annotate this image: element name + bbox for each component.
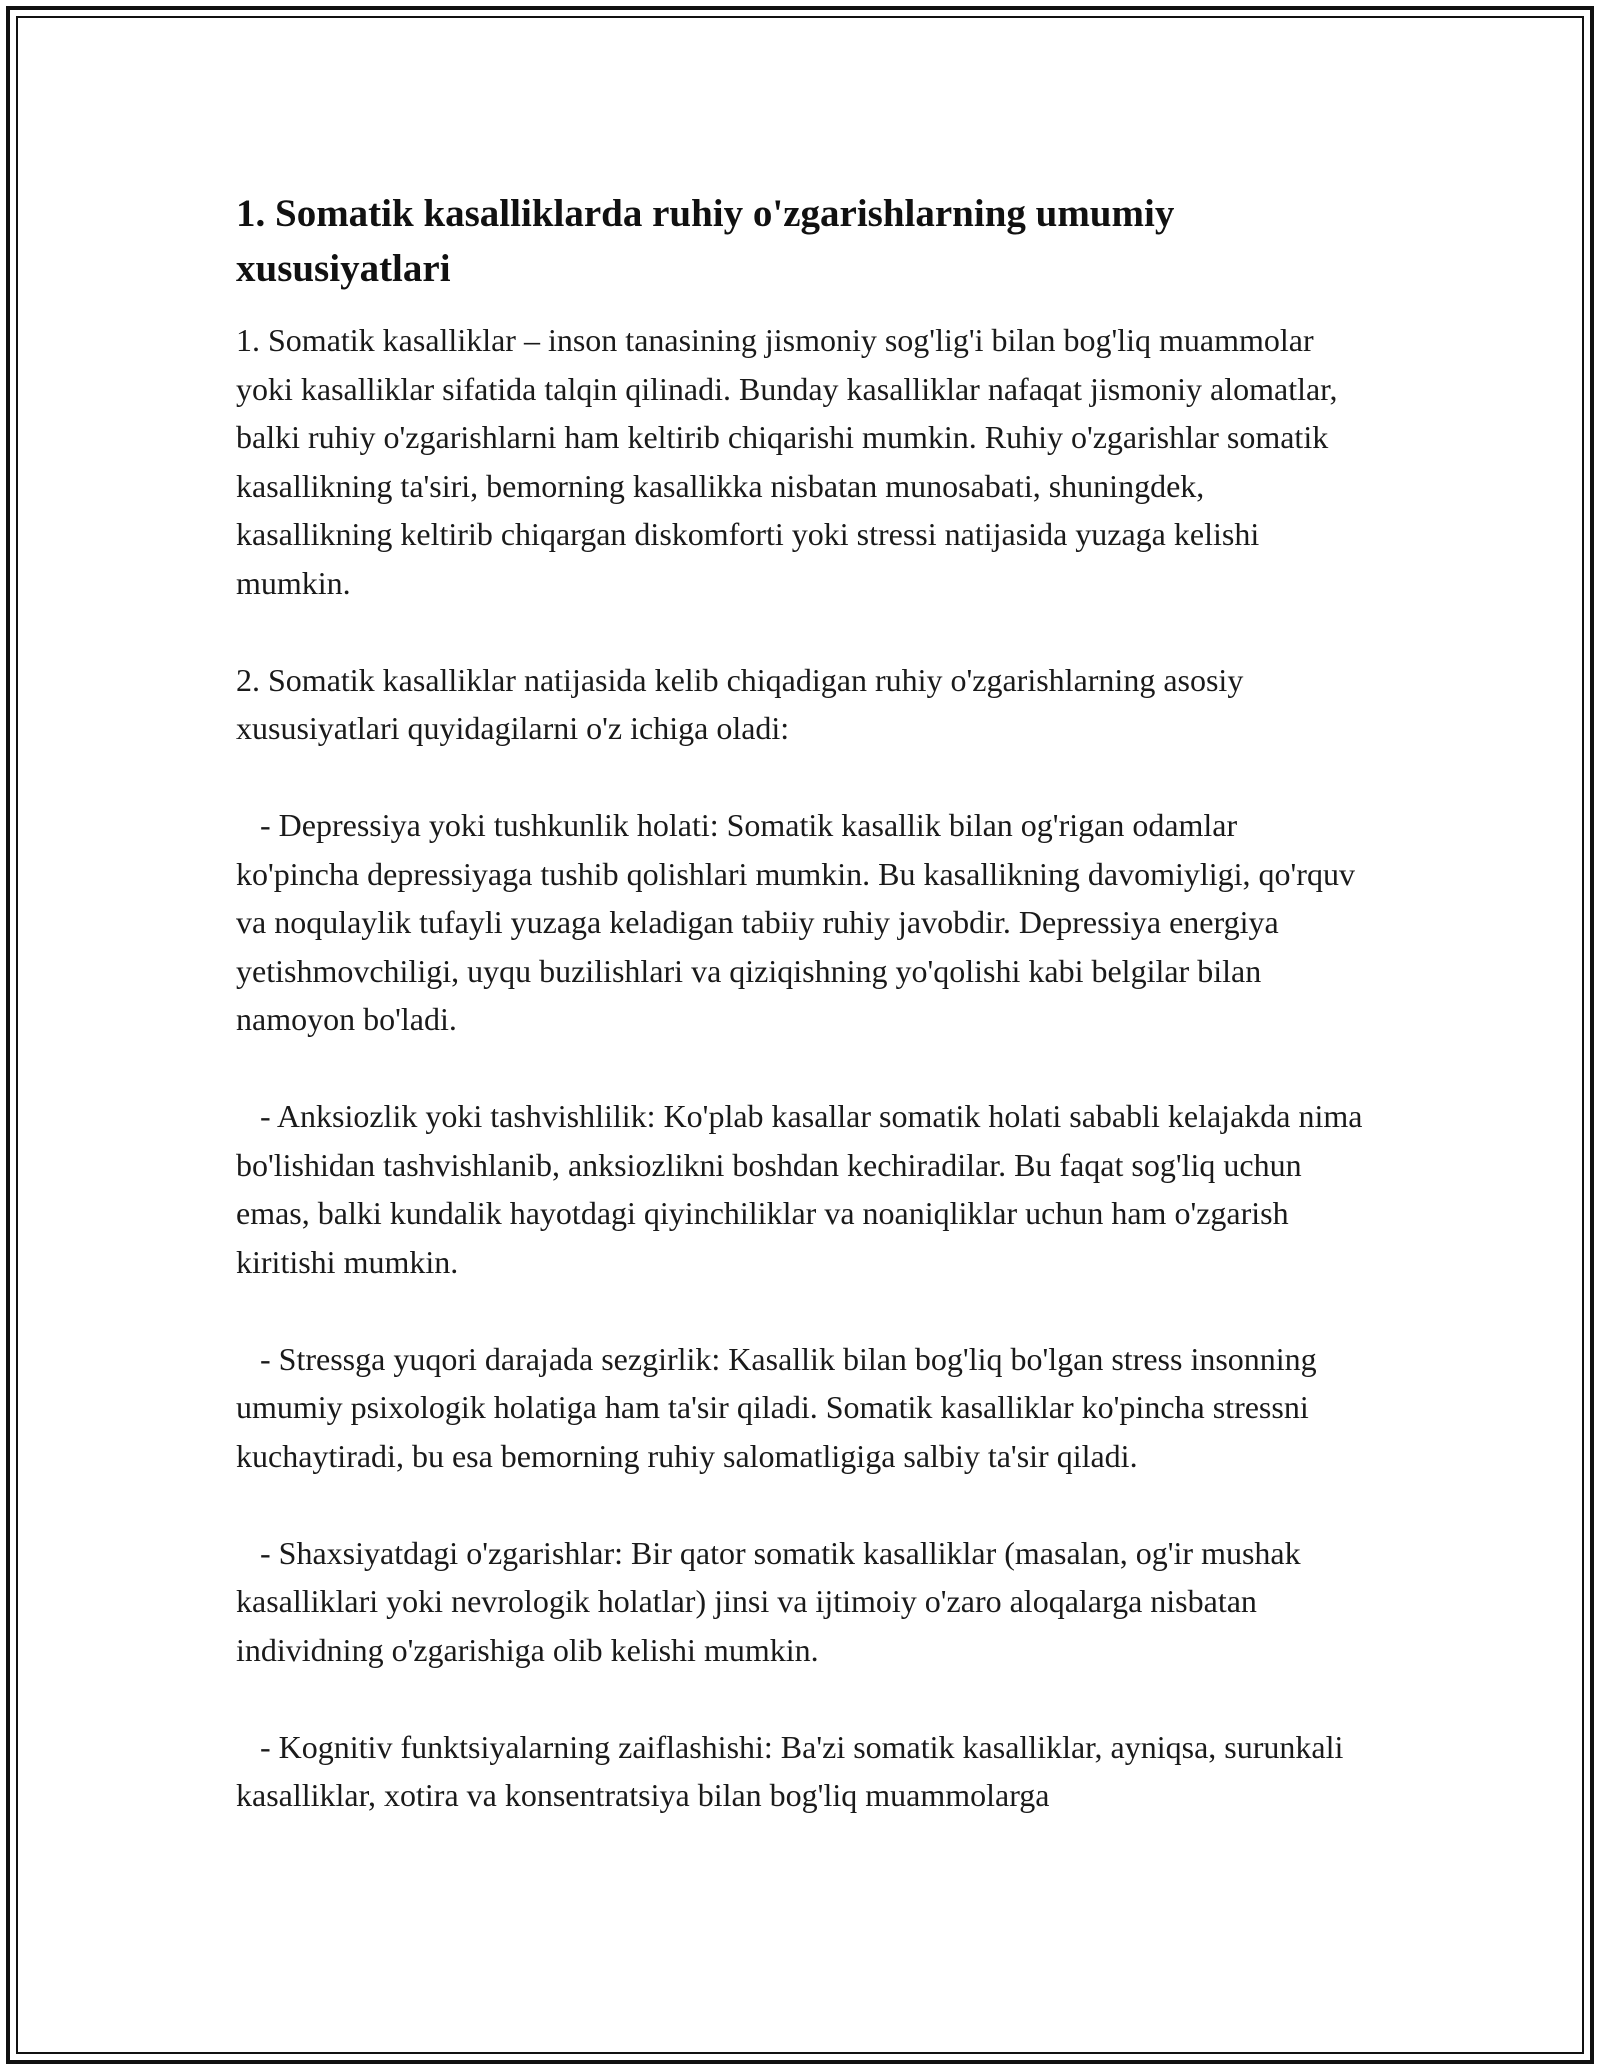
paragraph-spacer — [236, 607, 1366, 656]
list-item-cognitive: - Kognitiv funktsiyalarning zaiflashishi: Ba'zi somatik kasalliklar, ayniqsa, surunkali kasalliklar, xotira va konsentratsiya bilan bog'liq muammolarga — [236, 1728, 1352, 1813]
paragraph-features-intro: 2. Somatik kasalliklar natijasida kelib chiqadigan ruhiy o'zgarishlarning asosiy xususiyatlari quyidagilarni o'z ichiga oladi: — [236, 661, 1252, 746]
paragraph-intro: 1. Somatik kasalliklar – inson tanasining jismoniy sog'lig'i bilan bog'liq muammolar yoki kasalliklar sifatida talqin qilinadi. Bunday kasalliklar nafaqat jismoniy alomatlar, balki ruhiy o'zgarishlarni ham keltirib chiqarishi mumkin. Ruhiy o'zgarishlar somatik kasallikning ta'siri, bemorning kasallikka nisbatan munosabati, shuningdek, kasallikning keltirib chiqargan diskomforti yoki stressi natijasida yuzaga kelishi mumkin. — [236, 322, 1346, 601]
paragraph-spacer — [236, 1286, 1366, 1335]
list-item-anxiety: - Anksiozlik yoki tashvishlilik: Ko'plab kasallar somatik holati sababli kelajakda nima bo'lishidan tashvishlanib, anksiozlikni boshdan kechiradilar. Bu faqat sog'liq uchun emas, balki kundalik hayotdagi qiyinchiliklar va noaniqliklar uchun ham o'zgarish kiritishi mumkin. — [236, 1098, 1371, 1280]
paragraph-spacer — [236, 1674, 1366, 1723]
list-item-depression: - Depressiya yoki tushkunlik holati: Somatik kasallik bilan og'rigan odamlar ko'pincha depressiyaga tushib qolishlari mumkin. Bu kasallikning davomiyligi, qo'rquv va noqulaylik tufayli yuzaga keladigan tabiiy ruhiy javobdir. Depressiya energiya yetishmovchiligi, uyqu buzilishlari va qiziqishning yo'qolishi kabi belgilar bilan namoyon bo'ladi. — [236, 807, 1363, 1037]
section-heading: 1. Somatik kasalliklarda ruhiy o'zgarishlarning umumiy xususiyatlari — [236, 192, 1175, 290]
document-body — [236, 186, 1371, 1820]
list-item-stress: - Stressga yuqori darajada sezgirlik: Kasallik bilan bog'liq bo'lgan stress insonning umumiy psixologik holatiga ham ta'sir qiladi. Somatik kasalliklar ko'pincha stressni kuchaytiradi, bu esa bemorning ruhiy salomatligiga salbiy ta'sir qiladi. — [236, 1340, 1325, 1474]
paragraph-spacer — [236, 753, 1366, 802]
paragraph-spacer — [236, 1480, 1366, 1529]
list-item-personality: - Shaxsiyatdagi o'zgarishlar: Bir qator somatik kasalliklar (masalan, og'ir mushak kasalliklari yoki nevrologik holatlar) jinsi va ijtimoiy o'zaro aloqalarga nisbatan individning o'zgarishiga olib kelishi mumkin. — [236, 1534, 1309, 1668]
paragraph-spacer — [236, 1044, 1366, 1093]
